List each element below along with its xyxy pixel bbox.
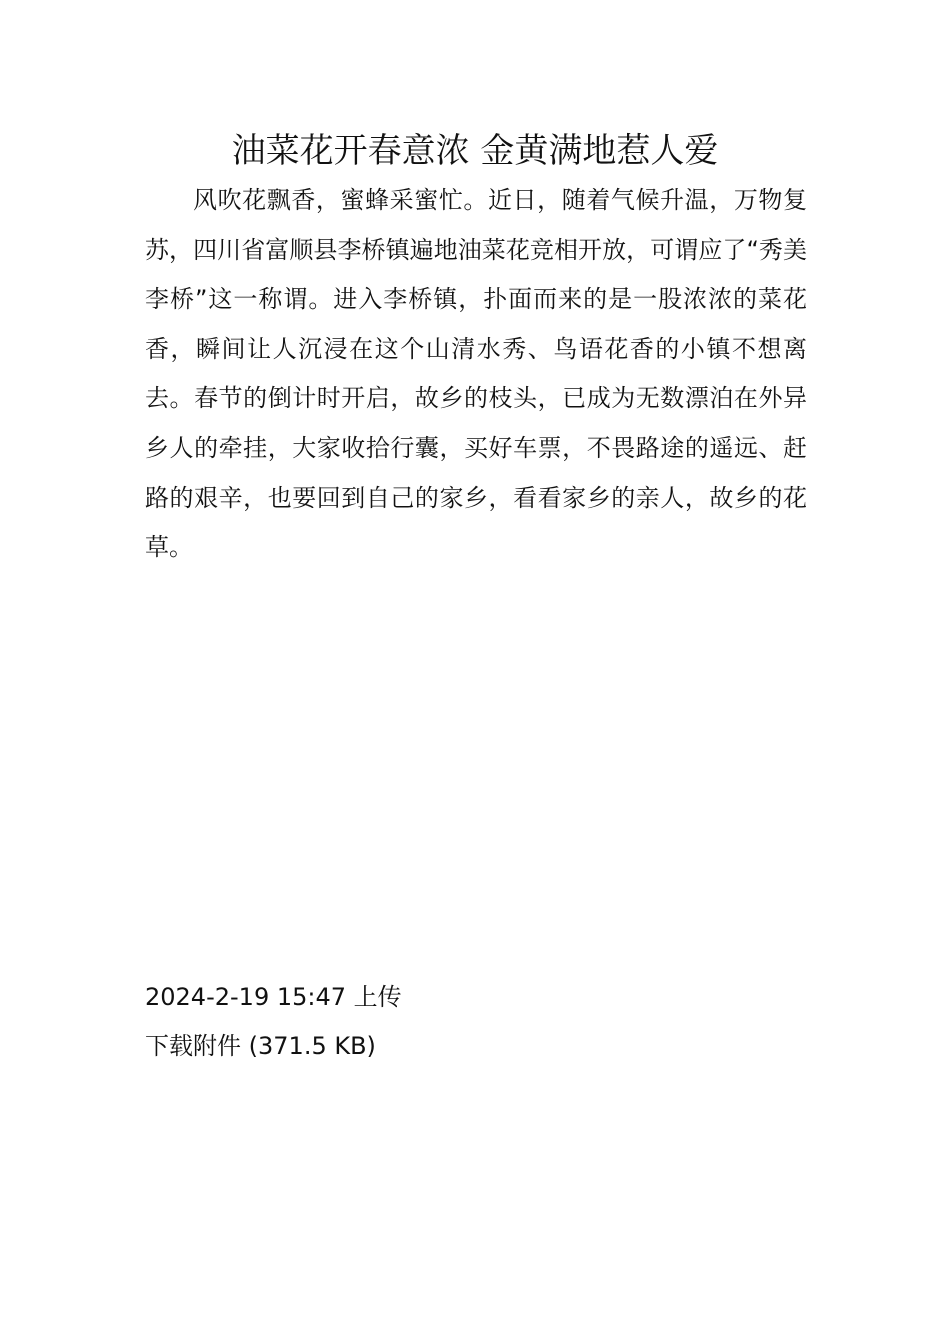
attachment-size: (371.5 KB) (248, 1032, 376, 1060)
attachment-label: 下载附件 (145, 1032, 241, 1060)
article-title: 油菜花开春意浓 金黄满地惹人爱 (231, 131, 719, 171)
upload-label: 上传 (353, 983, 402, 1011)
attachment-info (145, 1029, 807, 1063)
upload-datetime: 2024-2-19 15:47 (145, 983, 346, 1011)
upload-info (145, 980, 807, 1014)
download-attachment-link[interactable] (145, 1032, 376, 1060)
article-body: 风吹花飘香，蜜蜂采蜜忙。近日，随着气候升温，万物复苏，四川省富顺县李桥镇遍地油菜花竞相开放，可谓应了“秀美李桥”这一称谓。进入李桥镇，扑面而来的是一股浓浓的菜花香，瞬间让人沉浸在这个山清水秀、鸟语花香的小镇不想离去。春节的倒计时开启，故乡的枝头，已成为无数漂泊在外异乡人的牵挂，大家收拾行囊，买好车票，不畏路途的遥远、赶路的艰辛，也要回到自己的家乡，看看家乡的亲人，故乡的花草。 (145, 186, 807, 562)
